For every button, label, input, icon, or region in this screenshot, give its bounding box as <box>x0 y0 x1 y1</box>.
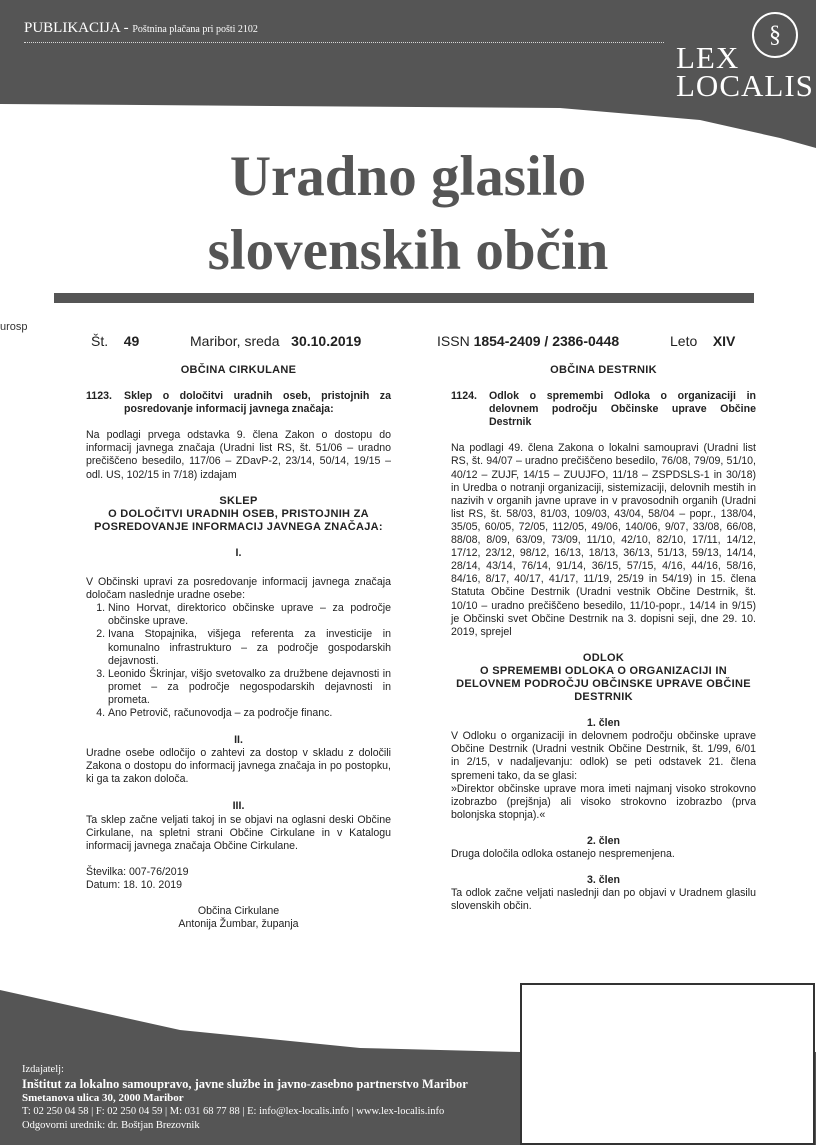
logo-lex: LEX <box>676 40 740 75</box>
issue-number-label: Št. <box>91 333 109 349</box>
postage-note: Poštnina plačana pri pošti 2102 <box>132 24 258 35</box>
list-item: 3. Leonido Škrinjar, višjo svetovalko za družbene dejavnosti in promet – za področje negospodarskih dejavnosti in prometa. <box>108 668 391 707</box>
header-dotted-rule <box>24 42 664 43</box>
decision-subheading: O DOLOČITVI URADNIH OSEB, PRISTOJNIH ZA POSREDOVANJE INFORMACIJ JAVNEGA ZNAČAJA: <box>94 507 383 533</box>
issue-number <box>91 333 139 349</box>
issue-number-value: 49 <box>123 333 140 349</box>
article-number: 2. člen <box>587 834 620 847</box>
act-heading <box>451 390 756 429</box>
preamble: Na podlagi 49. člena Zakona o lokalni samoupravi (Uradni list RS, št. 94/07 – uradno prečiščeno besedilo, 76/08, 79/09, 51/10, 40/12 – ZUJF, 14/15 – ZUUJFO, 11/18 – ZSPDSLS-1 in 30/18) in Uredba o notranji organizaciji, sistemizaciji, delovnih mestih in nazivih v organih javne uprave in v pravosodnih organih (Uradni list RS, št. 58/03, 81/03, 109/03, 43/04, 58/04 – popr., 138/04, 35/05, 60/05, 72/05, 112/05, 49/06, 140/06, 9/07, 33/08, 66/08, 88/08, 8/09, 63/09, 73/09, 11/10, 42/10, 82/10, 17/11, 14/12, 17/12, 23/12, 98/12, 16/13, 18/13, 36/13, 51/13, 59/13, 14/14, 28/14, 43/14, 76/14, 91/14, 36/15, 57/15, 4/16, 44/16, 58/16, 84/16, 8/17, 40/17, 41/17, 11/19, 25/19 in 54/19) in 15. člena Statuta Občine Destrnik (Uradni vestnik Občine Destrnik, št. 10/10 – uradno prečiščeno besedilo, 11/10-popr., 14/14 in 9/15) je Občinski svet Občine Destrnik na 3. dopisni seji, dne 29. 10. 2019, sprejel <box>451 442 756 638</box>
article-quote: »Direktor občinske uprave mora imeti najmanj visoko strokovno izobrazbo (prejšnja) ali visoko strokovno izobrazbo (prva bolonjska stopnja).« <box>451 782 756 821</box>
municipality-heading: OBČINA DESTRNIK <box>550 364 657 376</box>
responsible-editor: Odgovorni urednik: dr. Boštjan Brezovnik <box>22 1119 200 1131</box>
publication-label: PUBLIKACIJA <box>24 20 120 36</box>
page-title <box>0 140 816 288</box>
act-number: 1123. <box>86 390 112 403</box>
article-text: Ta odlok začne veljati naslednji dan po objavi v Uradnem glasilu slovenskih občin. <box>451 887 756 913</box>
document-number: Številka: 007-76/2019 <box>86 865 189 878</box>
publication-line: PUBLIKACIJA - Poštnina plačana pri pošti 2102 <box>24 20 258 36</box>
footer-imprint <box>22 1063 468 1132</box>
publisher-address: Smetanova ulica 30, 2000 Maribor <box>22 1091 184 1104</box>
issn-label: ISSN <box>437 333 470 349</box>
act-heading <box>86 390 391 416</box>
act-number: 1124. <box>451 390 477 403</box>
list-item: 2. Ivana Stopajnika, višjega referenta za investicije in komunalno infrastrukturo – za področje gospodarskih dejavnosti. <box>108 628 391 667</box>
issn-value: 1854-2409 / 2386-0448 <box>473 333 620 349</box>
ordinance-heading: ODLOK <box>582 651 625 664</box>
decision-heading: SKLEP <box>219 494 258 507</box>
article-number: 3. člen <box>587 874 620 887</box>
signature-municipality: Občina Cirkulane <box>197 905 280 917</box>
blank-label-box <box>520 983 815 1145</box>
side-fragment: urosp <box>0 321 28 333</box>
publisher-label: Izdajatelj: <box>22 1064 64 1075</box>
list-item: 4. Ano Petrovič, računovodja – za področje financ. <box>108 707 391 720</box>
act-title: Sklep o določitvi uradnih oseb, pristojnih za posredovanje informacij javnega značaja: <box>124 390 391 416</box>
paragraph-symbol-icon: § <box>752 12 798 58</box>
issn <box>437 333 619 349</box>
article-text: Druga določila odloka ostanejo nespremenjena. <box>451 848 675 860</box>
right-column <box>451 364 756 913</box>
section-number: II. <box>234 734 243 747</box>
year-value: XIV <box>712 333 736 349</box>
article-number: 1. člen <box>587 717 620 730</box>
ordinance-subheading: O SPREMEMBI ODLOKA O ORGANIZACIJI IN DELOVNEM PODROČJU OBČINSKE UPRAVE OBČINE DESTRNIK <box>456 664 751 704</box>
year-volume <box>670 333 735 349</box>
section-number: I. <box>235 546 242 559</box>
year-label: Leto <box>670 333 698 349</box>
section-text: Uradne osebe odločijo o zahtevi za dostop v skladu z določili Zakona o dostopu do informacij javnega značaja in po postopku, ki ga ta zakon določa. <box>86 747 391 786</box>
officials-list <box>86 602 391 720</box>
title-underline <box>54 293 754 303</box>
issue-date <box>190 333 361 349</box>
municipality-heading: OBČINA CIRKULANE <box>180 364 297 376</box>
logo-localis: LOCALIS <box>676 68 814 103</box>
signature-mayor: Antonija Žumbar, županja <box>178 918 299 931</box>
title-line-1: Uradno glasilo <box>229 145 587 208</box>
section-text: V Občinski upravi za posredovanje informacij javnega značaja določam naslednje uradne osebe: <box>86 576 391 602</box>
act-title: Odlok o spremembi Odloka o organizaciji in delovnem področju Občinske uprave Občine Destrnik <box>489 390 756 429</box>
list-item: 1. Nino Horvat, direktorico občinske uprave – za področje občinske uprave. <box>108 602 391 628</box>
document-date: Datum: 18. 10. 2019 <box>86 878 182 891</box>
title-line-2: slovenskih občin <box>207 219 609 282</box>
publisher-contacts: T: 02 250 04 58 | F: 02 250 04 59 | M: 031 68 77 88 | E: info@lex-localis.info | www.lex-localis.info <box>22 1106 445 1117</box>
article-text: V Odloku o organizaciji in delovnem področju občinske uprave Občine Destrnik (Uradni vestnik Občine Destrnik, št. 1/99, 6/01 in 2/15, v nadaljevanju: odlok) se peti odstavek 21. člena spremeni tako, da se glasi: <box>451 730 756 782</box>
issue-place: Maribor, sreda <box>190 333 280 349</box>
publisher-name: Inštitut za lokalno samoupravo, javne službe in javno-zasebno partnerstvo Maribor <box>22 1076 468 1091</box>
left-column <box>86 364 391 931</box>
section-number: III. <box>232 800 245 813</box>
preamble: Na podlagi prvega odstavka 9. člena Zakon o dostopu do informacij javnega značaja (Uradni list RS, št. 51/06 – uradno prečiščeno besedilo, 117/06 – ZDavP-2, 23/14, 50/14, 19/15 – odl. US, 102/15 in 7/18) izdajam <box>86 429 391 481</box>
section-text: Ta sklep začne veljati takoj in se objavi na oglasni deski Občine Cirkulane, na spletni strani Občine Cirkulane in v Katalogu informacij javnega značaja Občine Cirkulane. <box>86 813 391 852</box>
issue-date-value: 30.10.2019 <box>291 333 362 349</box>
